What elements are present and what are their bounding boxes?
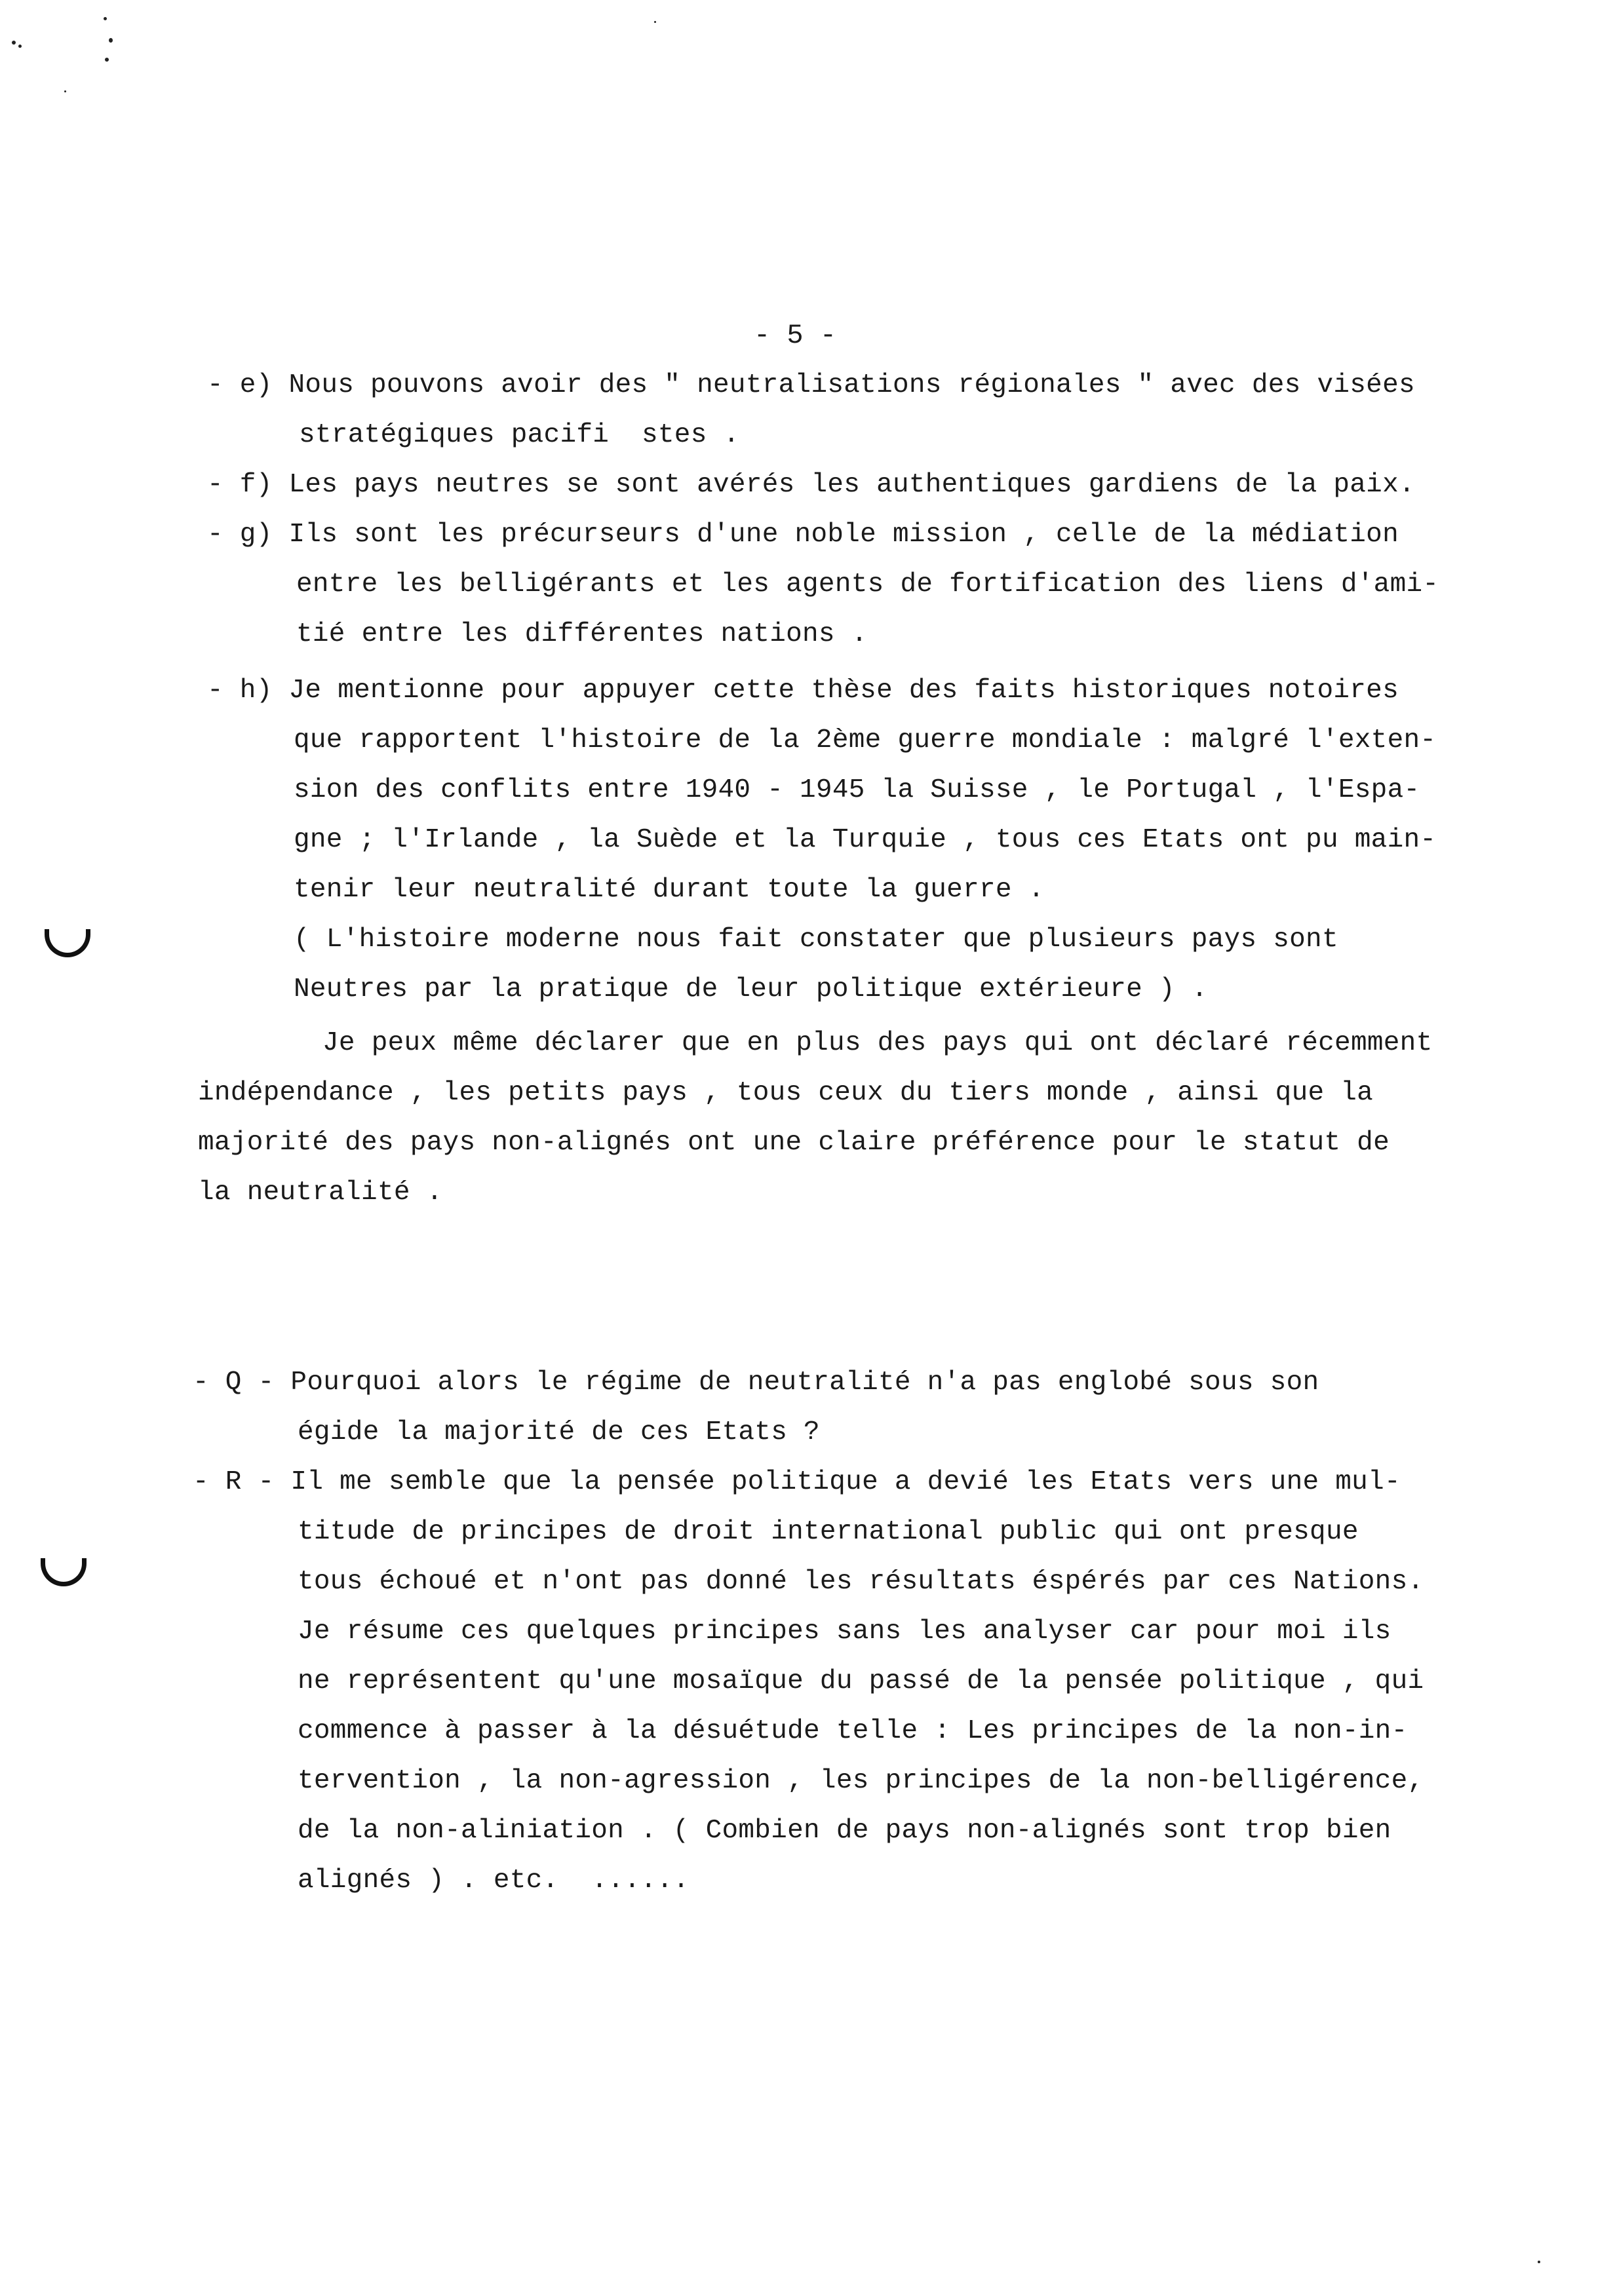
text-line: ne représentent qu'une mosaïque du passé de la pensée politique , qui: [298, 1666, 1424, 1696]
text-line: Neutres par la pratique de leur politique extérieure ) .: [294, 974, 1208, 1004]
scan-speck: [64, 90, 66, 92]
text-line: ( L'histoire moderne nous fait constater que plusieurs pays sont: [294, 925, 1338, 955]
text-line: la neutralité .: [198, 1177, 443, 1208]
scan-speck: [109, 38, 113, 43]
text-line: sion des conflits entre 1940 - 1945 la Suisse , le Portugal , l'Espa-: [294, 775, 1420, 805]
scan-speck: [105, 58, 109, 62]
text-line: titude de principes de droit international public qui ont presque: [298, 1517, 1359, 1547]
text-line: tous échoué et n'ont pas donné les résultats éspérés par ces Nations.: [298, 1567, 1424, 1597]
text-line: alignés ) . etc. ......: [298, 1866, 690, 1896]
scan-speck: [104, 17, 107, 20]
text-line: indépendance , les petits pays , tous ceux du tiers monde , ainsi que la: [198, 1078, 1374, 1108]
scan-speck: [12, 41, 16, 45]
text-line: - R - Il me semble que la pensée politique a devié les Etats vers une mul-: [193, 1467, 1401, 1497]
scan-speck: [18, 45, 22, 48]
margin-mark: [45, 929, 90, 957]
text-line: Je résume ces quelques principes sans les analyser car pour moi ils: [298, 1617, 1391, 1647]
text-line: - h) Je mentionne pour appuyer cette thèse des faits historiques notoires: [207, 676, 1399, 706]
margin-mark: [41, 1558, 87, 1586]
text-line: Je peux même déclarer que en plus des pays qui ont déclaré récemment: [322, 1028, 1433, 1058]
text-line: que rapportent l'histoire de la 2ème guerre mondiale : malgré l'exten-: [294, 725, 1437, 756]
text-line: majorité des pays non-alignés ont une claire préférence pour le statut de: [198, 1128, 1390, 1158]
text-line: - f) Les pays neutres se sont avérés les authentiques gardiens de la paix.: [207, 470, 1415, 500]
text-line: stratégiques pacifi stes .: [299, 420, 740, 450]
text-line: commence à passer à la désuétude telle : Les principes de la non-in-: [298, 1716, 1408, 1746]
text-line: - Q - Pourquoi alors le régime de neutralité n'a pas englobé sous son: [193, 1368, 1319, 1398]
text-line: - e) Nous pouvons avoir des " neutralisations régionales " avec des visées: [207, 370, 1415, 400]
text-line: tié entre les différentes nations .: [296, 619, 868, 649]
page-number: - 5 -: [754, 320, 837, 351]
text-line: entre les belligérants et les agents de fortification des liens d'ami-: [296, 569, 1439, 600]
text-line: - g) Ils sont les précurseurs d'une noble mission , celle de la médiation: [207, 520, 1399, 550]
text-line: gne ; l'Irlande , la Suède et la Turquie , tous ces Etats ont pu main-: [294, 825, 1437, 855]
scan-speck: [654, 21, 656, 23]
text-line: tervention , la non-agression , les principes de la non-belligérence,: [298, 1766, 1424, 1796]
scan-speck: [1538, 2261, 1540, 2263]
text-line: tenir leur neutralité durant toute la guerre .: [294, 875, 1045, 905]
text-line: égide la majorité de ces Etats ?: [298, 1417, 820, 1447]
text-line: de la non-aliniation . ( Combien de pays non-alignés sont trop bien: [298, 1816, 1391, 1846]
